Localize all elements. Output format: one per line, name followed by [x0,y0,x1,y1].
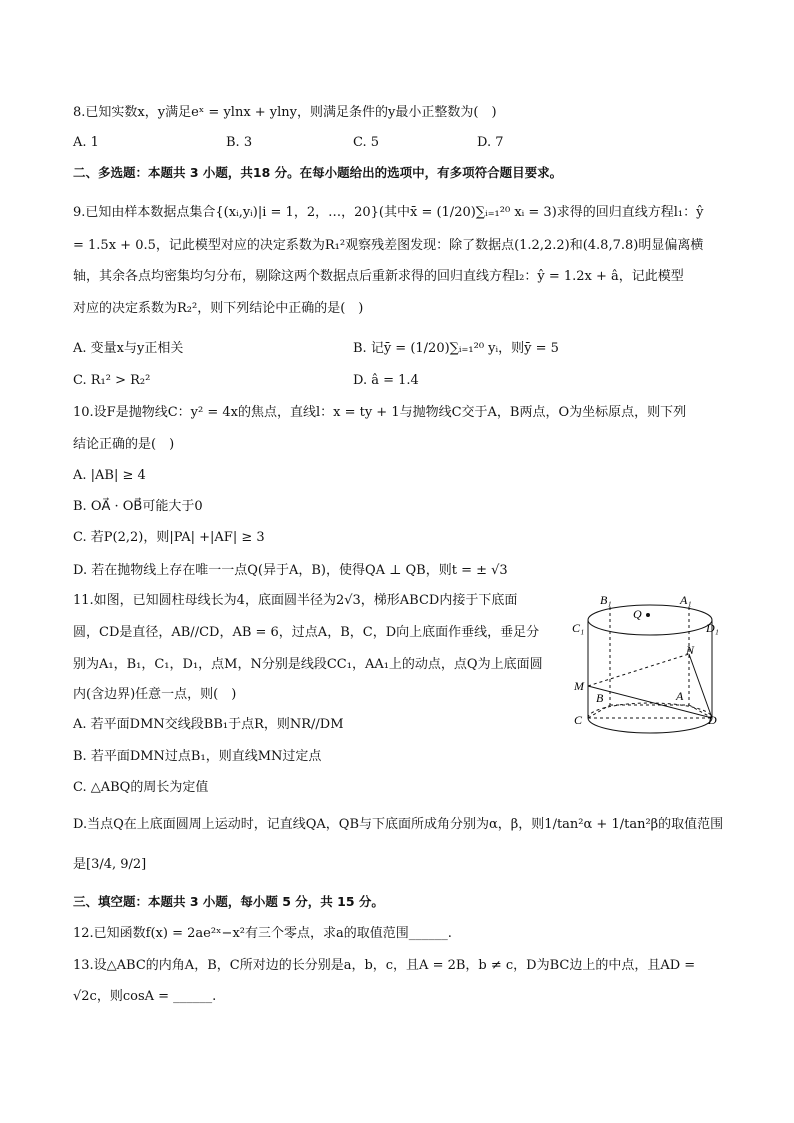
q9-option-a: A. 变量x与y正相关 [73,341,184,356]
label-b: B [596,691,604,705]
q10-option-d: D. 若在抛物线上存在唯一一点Q(异于A，B)，使得QA ⊥ QB，则t = ± √3 [73,563,508,578]
label-d1: D₁ [706,621,719,635]
label-c: C [574,713,583,727]
q11-stem-line-2: 圆，CD是直径，AB//CD，AB = 6，过点A，B，C，D向上底面作垂线，垂足分 [73,625,540,640]
label-q: Q [633,607,642,621]
q11-option-a: A. 若平面DMN交线段BB₁于点R，则NR//DM [73,717,344,732]
q8-option-c: C. 5 [353,135,380,150]
q9-option-b: B. 记ȳ = (1/20)∑ᵢ₌₁²⁰ yᵢ，则ȳ = 5 [353,341,559,356]
label-d: D [708,713,717,727]
q11-option-d-range: 是[3/4, 9/2] [73,857,147,872]
bottom-circle-front [588,718,712,733]
section-heading-multiple-choice: 二、多选题：本题共 3 小题，共18 分。在每小题给出的选项中，有多项符合题目要求。 [73,165,563,180]
label-a1: A₁ [680,593,692,607]
q10-option-b: B. OA⃗ · OB⃗可能大于0 [73,499,203,514]
cylinder-figure [566,590,726,740]
q8-option-d: D. 7 [477,135,504,150]
q11-option-d: D.当点Q在上底面圆周上运动时，记直线QA，QB与下底面所成角分别为α，β，则1/tan²α + 1/tan²β的取值范围 [73,817,724,832]
q9-stem-line-2: = 1.5x + 0.5，记此模型对应的决定系数为R₁²观察残差图发现：除了数据点(1.2,2.2)和(4.8,7.8)明显偏离横 [73,238,704,253]
q10-stem-line-2: 结论正确的是( ) [73,437,175,452]
q9-option-d: D. â = 1.4 [353,373,419,388]
section-heading-fill-in: 三、填空题：本题共 3 小题，每小题 5 分，共 15 分。 [73,894,384,909]
segment-cb [588,705,610,718]
segment-nd [689,654,712,718]
segment-mn [588,654,689,686]
q11-option-b: B. 若平面DMN过点B₁，则直线MN过定点 [73,749,322,764]
label-n: N [686,643,695,657]
q8-stem: 8.已知实数x，y满足eˣ = ylnx + ylny，则满足条件的y最小正整数为( ) [73,105,497,120]
q9-stem-line-1: 9.已知由样本数据点集合{(xᵢ,yᵢ)|i = 1，2，…，20}(其中x̄ = (1/20)∑ᵢ₌₁²⁰ xᵢ = 3)求得的回归直线方程l₁：ŷ [73,205,704,220]
q8-option-b: B. 3 [226,135,253,150]
q11-option-c: C. △ABQ的周长为定值 [73,780,209,795]
q10-stem-line-1: 10.设F是抛物线C：y² = 4x的焦点，直线l：x = ty + 1与抛物线C交于A，B两点，O为坐标原点，则下列 [73,405,687,420]
label-a: A [676,689,684,703]
q8-option-a: A. 1 [73,135,99,150]
q11-stem-line-3: 别为A₁，B₁，C₁，D₁，点M，N分别是线段CC₁，AA₁上的动点，点Q为上底面圆 [73,657,543,672]
q13-stem-line-1: 13.设△ABC的内角A，B，C所对边的长分别是a，b，c，且A = 2B，b ≠ c，D为BC边上的中点，且AD = [73,958,696,973]
q12-stem: 12.已知函数f(x) = 2ae²ˣ−x²有三个零点，求a的取值范围______. [73,926,452,941]
q9-stem-line-4: 对应的决定系数为R₂²，则下列结论中正确的是( ) [73,301,364,316]
segment-md [588,686,712,718]
label-c1: C₁ [572,621,585,635]
label-m: M [574,679,584,693]
label-b1: B₁ [600,593,612,607]
top-circle [588,605,712,635]
q11-stem-line-4: 内(含边界)任意一点，则( ) [73,687,237,702]
bottom-circle-back [588,703,712,718]
q10-option-c: C. 若P(2,2)，则|PA| +|AF| ≥ 3 [73,530,265,545]
q9-stem-line-3: 轴，其余各点均密集均匀分布，剔除这两个数据点后重新求得的回归直线方程l₂：ŷ = 1.2x + â，记此模型 [73,269,684,284]
q11-stem-line-1: 11.如图，已知圆柱母线长为4，底面圆半径为2√3，梯形ABCD内接于下底面 [73,593,518,608]
point-q [646,613,650,617]
q9-option-c: C. R₁² > R₂² [73,373,151,388]
q13-stem-line-2: √2c，则cosA = ______. [73,989,217,1004]
q10-option-a: A. |AB| ≥ 4 [73,468,146,483]
